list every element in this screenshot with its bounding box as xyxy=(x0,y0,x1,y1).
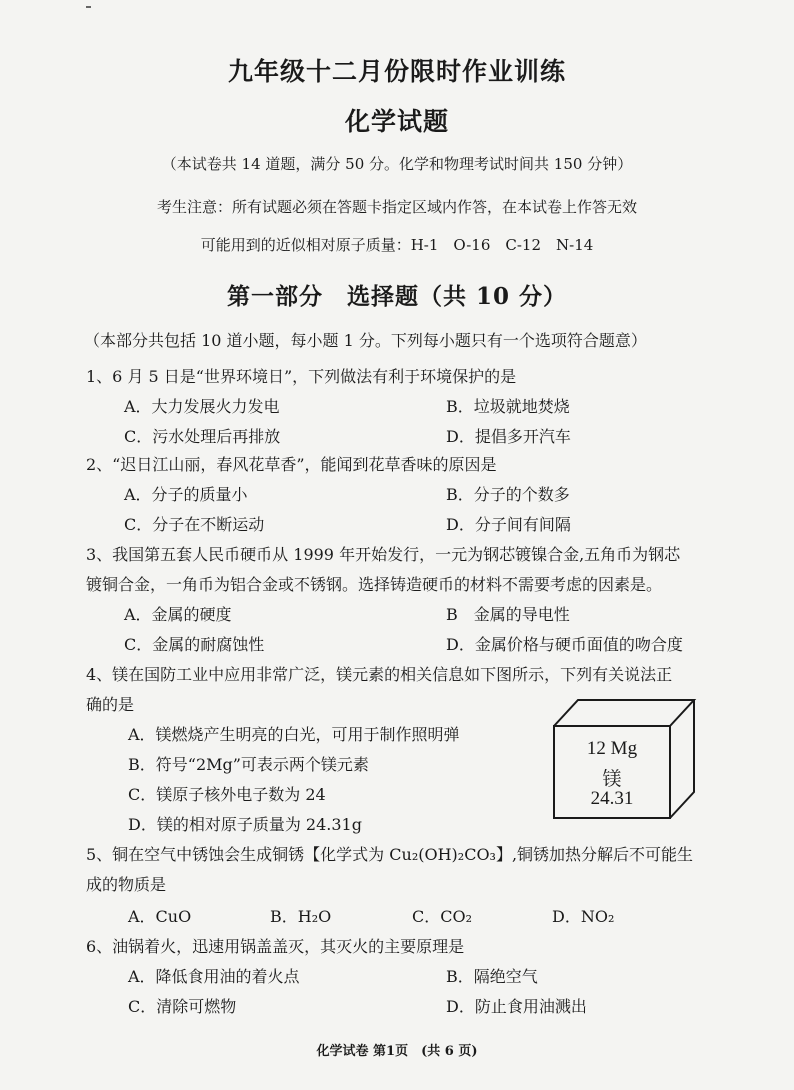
option-c: C．分子在不断运动 xyxy=(124,515,265,534)
option-d: D．提倡多开汽车 xyxy=(446,427,571,446)
option-b: B．分子的个数多 xyxy=(446,485,570,504)
option-d: D．金属价格与硬币面值的吻合度 xyxy=(446,635,683,654)
atomic-mass-line: 可能用到的近似相对原子质量：H-1 O-16 C-12 N-14 xyxy=(200,236,594,254)
option-b: B．符号“2Mg”可表示两个镁元素 xyxy=(128,755,369,774)
option-c: C．清除可燃物 xyxy=(128,997,237,1016)
option-c: C．污水处理后再排放 xyxy=(124,427,281,446)
scan-mark xyxy=(86,6,91,8)
exam-title: 九年级十二月份限时作业训练 xyxy=(227,57,566,86)
option-c: C．金属的耐腐蚀性 xyxy=(124,635,265,654)
question-text-line-1: 5、铜在空气中锈蚀会生成铜锈【化学式为 Cu₂(OH)₂CO₃】,铜锈加热分解后不可能生 xyxy=(86,845,694,864)
question-text-line-2: 成的物质是 xyxy=(86,875,167,894)
section-title: 第一部分 选择题（共 10 分） xyxy=(226,283,568,310)
question-text-line-2: 确的是 xyxy=(86,695,135,714)
option-c: C．镁原子核外电子数为 24 xyxy=(128,785,326,804)
option-a: A．金属的硬度 xyxy=(124,605,232,624)
element-atomic-mass: 24.31 xyxy=(590,788,634,809)
question-text-line-1: 3、我国第五套人民币硬币从 1999 年开始发行，一元为钢芯镀镍合金,五角币为钢芯 xyxy=(86,545,681,564)
magnesium-element-card xyxy=(548,698,698,820)
question-text-line-2: 镀铜合金，一角币为铝合金或不锈钢。选择铸造硬币的材料不需要考虑的因素是。 xyxy=(86,575,663,594)
exam-info: （本试卷共 14 道题，满分 50 分。化学和物理考试时间共 150 分钟） xyxy=(161,155,633,173)
page-footer: 化学试卷 第1页 (共 6 页) xyxy=(316,1044,478,1059)
option-d: D．分子间有间隔 xyxy=(446,515,571,534)
question-text-line-1: 4、镁在国防工业中应用非常广泛，镁元素的相关信息如下图所示，下列有关说法正 xyxy=(86,665,673,684)
option-a: A．CuO xyxy=(128,907,192,926)
option-d: D．防止食用油溅出 xyxy=(446,997,587,1016)
element-name: 镁 xyxy=(602,769,622,790)
option-a: A．大力发展火力发电 xyxy=(124,397,280,416)
question-text: 2、“迟日江山丽，春风花草香”，能闻到花草香味的原因是 xyxy=(86,455,497,474)
option-d: D．镁的相对原子质量为 24.31g xyxy=(128,815,362,834)
candidate-notice: 考生注意：所有试题必须在答题卡指定区域内作答，在本试卷上作答无效 xyxy=(156,198,637,216)
option-a: A．降低食用油的着火点 xyxy=(128,967,300,986)
option-b: B．垃圾就地焚烧 xyxy=(446,397,570,416)
option-b: B．隔绝空气 xyxy=(446,967,538,986)
section-instruction: （本部分共包括 10 道小题，每小题 1 分。下列每小题只有一个选项符合题意） xyxy=(84,331,647,350)
element-number-symbol: 12 Mg xyxy=(586,738,638,759)
question-text: 1、6 月 5 日是“世界环境日”，下列做法有利于环境保护的是 xyxy=(86,367,517,386)
subject-title: 化学试题 xyxy=(344,107,449,136)
option-d: D．NO₂ xyxy=(552,907,615,926)
question-text: 6、油锅着火，迅速用锅盖盖灭，其灭火的主要原理是 xyxy=(86,937,465,956)
option-a: A．镁燃烧产生明亮的白光，可用于制作照明弹 xyxy=(128,725,460,744)
option-b: B．H₂O xyxy=(270,907,332,926)
option-a: A．分子的质量小 xyxy=(124,485,248,504)
option-b: B 金属的导电性 xyxy=(446,605,570,624)
option-c: C．CO₂ xyxy=(412,907,473,926)
